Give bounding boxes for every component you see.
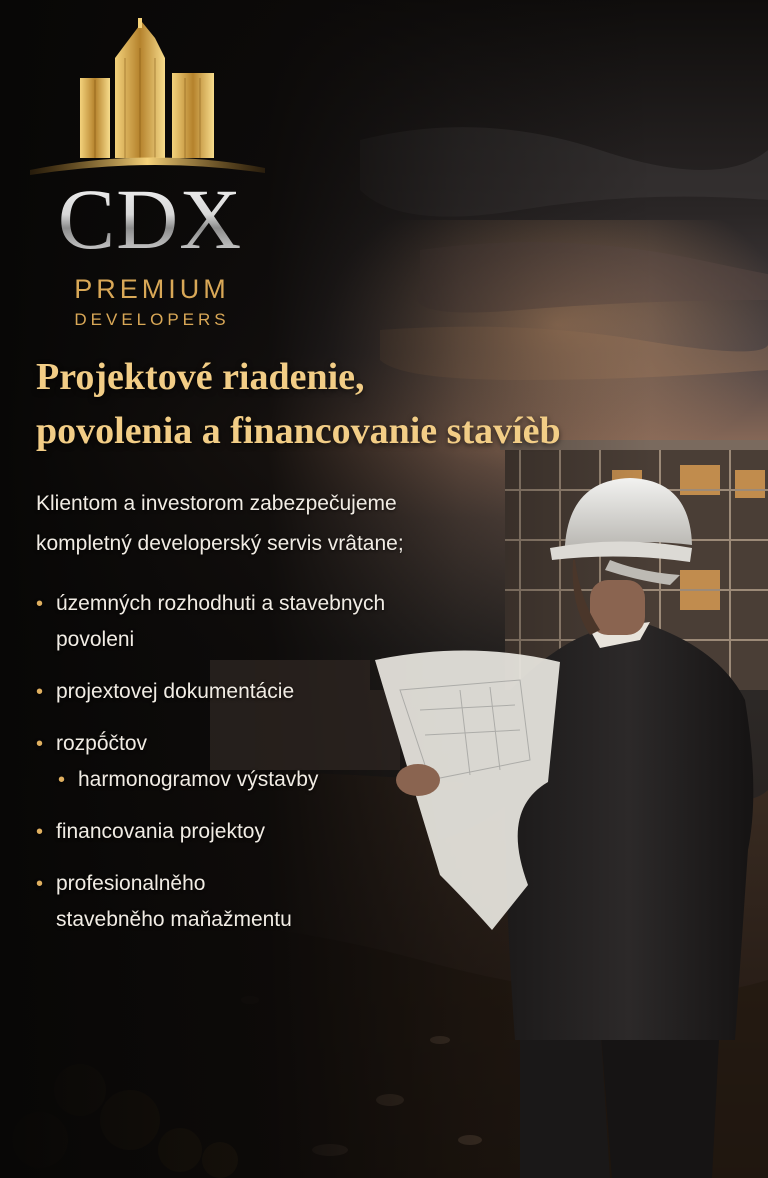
bullet-dot-icon: • — [36, 681, 44, 703]
headline-line-1: Projektové riadenie, — [36, 356, 365, 398]
services-list — [36, 586, 506, 938]
intro-line-2: kompletný developerský servis vrâtane; — [36, 532, 404, 555]
service-text: povoleni — [56, 628, 135, 651]
service-text: financovania projektoy — [56, 820, 265, 843]
bullet-dot-icon: • — [36, 873, 44, 895]
intro-line-1: Klientom a investorom zabezpečujeme — [36, 492, 397, 515]
service-item-documentation — [36, 674, 506, 710]
service-text: profesionalněho — [56, 872, 206, 895]
service-text: rozpṓčtov — [56, 732, 148, 755]
intro-text — [36, 484, 556, 564]
service-item-financing — [36, 814, 506, 850]
logo-premium: PREMIUM — [74, 274, 230, 304]
skyline-logo-icon — [30, 18, 280, 178]
bullet-dot-icon: • — [36, 821, 44, 843]
logo-developers: DEVELOPERS — [74, 310, 230, 329]
headline — [36, 350, 736, 458]
headline-line-2: povolenia a financovanie stavíèb — [36, 410, 561, 452]
service-text: územných rozhodhuti a stavebnych — [56, 592, 386, 615]
service-item-budgets — [36, 726, 506, 762]
bullet-dot-icon: • — [36, 593, 44, 615]
bullet-dot-icon: • — [58, 769, 66, 791]
cdx-logo — [30, 18, 280, 329]
service-item-schedules — [36, 762, 506, 798]
service-text: harmonogramov výstavby — [78, 768, 319, 791]
logo-wordmark: CDX — [30, 174, 270, 264]
service-item-management — [36, 866, 506, 938]
service-text: stavebněho maňažmentu — [56, 908, 292, 931]
service-text: projextovej dokumentácie — [56, 680, 295, 703]
bullet-dot-icon: • — [36, 733, 44, 755]
service-item-permits — [36, 586, 506, 658]
